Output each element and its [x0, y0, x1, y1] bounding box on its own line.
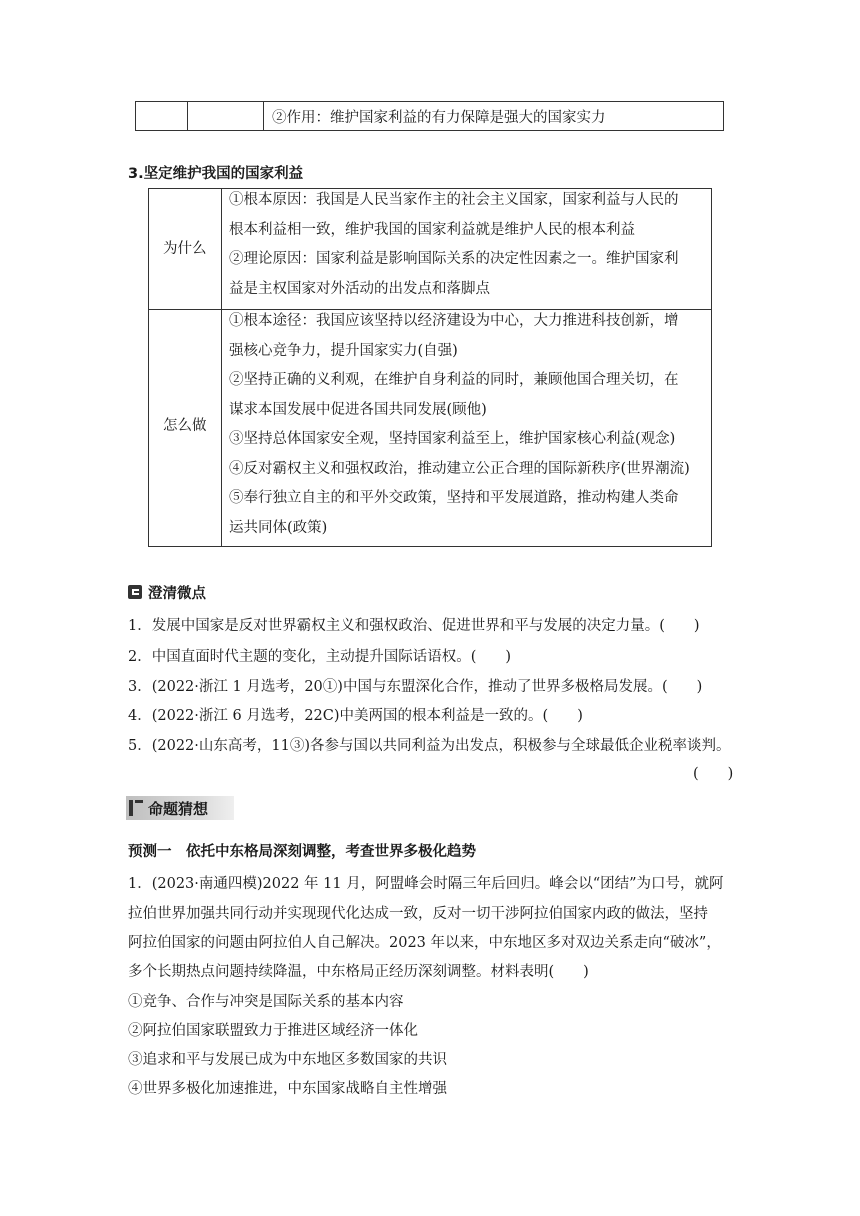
- text-line: ④反对霸权主义和强权政治，推动建立公正合理的国际新秩序(世界潮流): [229, 460, 690, 477]
- row-label-how: 怎么做: [163, 418, 207, 434]
- table-cell-role-text: ②作用：维护国家利益的有力保障是强大的国家实力: [272, 110, 606, 126]
- top-table-fragment: [135, 101, 724, 131]
- text-line: ①根本途径：我国应该坚持以经济建设为中心，大力推进科技创新，增: [229, 313, 679, 329]
- clarify-item-3: 3．(2022·浙江 1 月选考，20①)中国与东盟深化合作，推动了世界多极格局发展。( ): [128, 679, 703, 695]
- clarify-item-4: 4．(2022·浙江 6 月选考，22C)中美两国的根本利益是一致的。( ): [128, 708, 583, 724]
- national-interest-table: [148, 188, 712, 547]
- corner-bracket-icon: [129, 800, 143, 816]
- option-4: ④世界多极化加速推进，中东国家战略自主性增强: [128, 1081, 447, 1097]
- bookmark-icon: [128, 585, 142, 599]
- text-line: 谋求本国发展中促进各国共同发展(顾他): [229, 401, 487, 418]
- predict-subheading: 预测一 依托中东格局深刻调整，考查世界多极化趋势: [128, 844, 476, 860]
- option-3: ③追求和平与发展已成为中东地区多数国家的共识: [128, 1052, 447, 1068]
- option-2: ②阿拉伯国家联盟致力于推进区域经济一体化: [128, 1023, 418, 1039]
- clarify-item-2: 2．中国直面时代主题的变化，主动提升国际话语权。( ): [128, 649, 512, 665]
- section-3-heading: 3.坚定维护我国的国家利益: [128, 166, 304, 182]
- clarify-title: 澄清微点: [148, 585, 206, 602]
- row-why-content: [229, 186, 679, 304]
- question-line: 拉伯世界加强共同行动并实现现代化达成一致，反对一切干涉阿拉伯国家内政的做法，坚持: [128, 906, 708, 922]
- text-line: 根本利益相一致，维护我国的国家利益就是维护人民的根本利益: [229, 221, 635, 238]
- clarify-item-5-answer-blank: ( ): [693, 766, 734, 782]
- row-label-why: 为什么: [163, 241, 207, 257]
- predict-title: 命题猜想: [148, 799, 209, 818]
- question-line: 阿拉伯国家的问题由阿拉伯人自己解决。2023 年以来，中东地区多对双边关系走向“破冰”，: [128, 935, 721, 951]
- clarify-item-5: 5．(2022·山东高考，11③)各参与国以共同利益为出发点，积极参与全球最低企业税率谈判。: [128, 738, 731, 754]
- table-cell-empty-2: [187, 102, 264, 130]
- text-line: ②理论原因：国家利益是影响国际关系的决定性因素之一。维护国家利: [229, 251, 679, 267]
- clarify-item-1: 1．发展中国家是反对世界霸权主义和强权政治、促进世界和平与发展的决定力量。( ): [128, 618, 700, 634]
- predict-heading: [126, 796, 234, 820]
- question-line: 多个长期热点问题持续降温，中东格局正经历深刻调整。材料表明( ): [128, 964, 589, 980]
- question-line: 1．(2023·南通四模)2022 年 11 月，阿盟峰会时隔三年后回归。峰会以“团结”为口号，就阿: [128, 876, 724, 892]
- text-line: 益是主权国家对外活动的出发点和落脚点: [229, 280, 490, 297]
- table-cell-empty-1: [136, 102, 188, 130]
- text-line: ①根本原因：我国是人民当家作主的社会主义国家，国家利益与人民的: [229, 192, 679, 208]
- clarify-heading: [128, 582, 206, 602]
- option-1: ①竞争、合作与冲突是国际关系的基本内容: [128, 994, 404, 1010]
- text-line: ⑤奉行独立自主的和平外交政策，坚持和平发展道路，推动构建人类命: [229, 490, 679, 506]
- text-line: 运共同体(政策): [229, 519, 328, 536]
- text-line: 强核心竞争力，提升国家实力(自强): [229, 342, 458, 359]
- row-how-content: [229, 307, 690, 543]
- text-line: ②坚持正确的义利观，在维护自身利益的同时，兼顾他国合理关切，在: [229, 372, 679, 388]
- table-column-divider: [221, 189, 222, 546]
- text-line: ③坚持总体国家安全观，坚持国家利益至上，维护国家核心利益(观念): [229, 431, 676, 447]
